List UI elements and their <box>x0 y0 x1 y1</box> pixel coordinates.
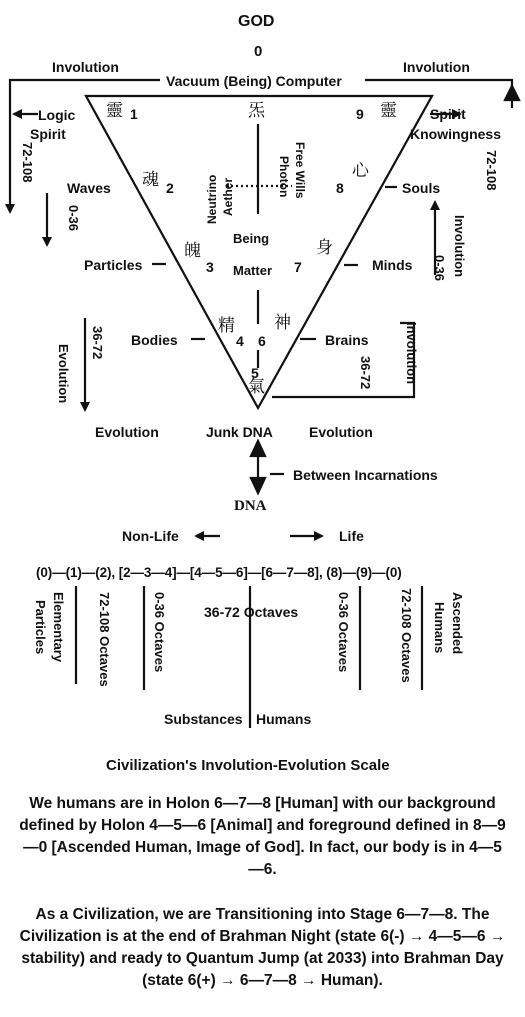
left-0-36-label: 0-36 <box>66 205 81 232</box>
caption-paragraph-2: As a Civilization, we are Transitioning into Stage 6—7—8. The Civilization is at the end of Brahman Night (state 6(-) → 4—5—6 → stability) and ready to Quantum Jump (at 2033) into Brahman Day (state 6(+) → 6—7—8 → Human). <box>19 906 506 989</box>
god-label: GOD <box>238 13 275 30</box>
involution-right-arrowhead <box>505 86 519 100</box>
node-6: 6 <box>258 333 266 349</box>
knowingness-label: Knowingness <box>410 126 502 142</box>
char-xin-8: 心 <box>352 161 369 181</box>
involution-left-label: Involution <box>52 59 119 75</box>
octaves-72-108-left: 72-108 Octaves <box>97 592 112 687</box>
char-hun-2: 魂 <box>142 170 159 190</box>
bodies-label: Bodies <box>131 332 178 348</box>
caption-title: Civilization's Involution-Evolution Scale <box>106 757 390 774</box>
aether-label: Aether <box>221 177 235 216</box>
right-36-72-label: 36-72 <box>358 356 373 390</box>
octaves-36-72: 36-72 Octaves <box>204 604 299 620</box>
involution-right-label: Involution <box>403 59 470 75</box>
char-shen-7: 身 <box>316 238 333 258</box>
neutrino-label: Neutrino <box>205 174 219 224</box>
node-8: 8 <box>336 180 344 196</box>
evolution-bottom-right: Evolution <box>309 424 373 440</box>
char-ling-9: 靈 <box>380 101 397 121</box>
char-qi-5: 氣 <box>248 377 265 397</box>
char-ling-1: 靈 <box>106 101 123 121</box>
waves-label: Waves <box>67 180 111 196</box>
god-zero: 0 <box>254 43 263 60</box>
spirit-right-label: Spirit <box>430 106 466 122</box>
humans-right-label: Humans <box>432 602 447 654</box>
caption-paragraph-1: We humans are in Holon 6—7—8 [Human] with our background defined by Holon 4—5—6 [Animal] and foreground defined in 8—9—0 [Ascended Human, Image of God]. In fact, our body is in 4—5—6. <box>19 795 506 878</box>
particles-bottom-label: Particles <box>33 600 48 655</box>
humans-bottom-label: Humans <box>256 711 312 727</box>
substances-label: Substances <box>164 711 243 727</box>
spirit-left-label: Spirit <box>30 126 66 142</box>
octaves-72-108-right: 72-108 Octaves <box>399 588 414 683</box>
node-1: 1 <box>130 106 138 122</box>
char-po-3: 魄 <box>184 241 201 261</box>
souls-label: Souls <box>402 180 441 196</box>
being-label: Being <box>233 231 270 246</box>
particles-label: Particles <box>84 257 143 273</box>
evolution-bottom-left: Evolution <box>95 424 159 440</box>
photon-label: Photon <box>277 156 291 198</box>
char-qi-top: 炁 <box>248 101 265 121</box>
char-shen-6: 神 <box>274 313 291 333</box>
elementary-label: Elementary <box>51 592 66 663</box>
free-wills-label: Free Wills <box>293 142 307 199</box>
brains-label: Brains <box>325 332 369 348</box>
right-0-36-label: 0-36 <box>432 255 447 282</box>
node-9: 9 <box>356 106 364 122</box>
non-life-label: Non-Life <box>122 528 179 544</box>
right-72-108-label: 72-108 <box>484 150 499 191</box>
vacuum-computer-label: Vacuum (Being) Computer <box>166 73 342 89</box>
junk-dna-label: Junk DNA <box>206 424 273 440</box>
right-involution-mid-label: Involution <box>452 215 467 278</box>
dna-title: DNA <box>234 498 267 514</box>
node-4: 4 <box>236 333 244 349</box>
minds-label: Minds <box>372 257 413 273</box>
holon-scale: (0)—(1)—(2), [2—3—4]—[4—5—6]—[6—7—8], (8)—(9)—(0) <box>36 565 402 580</box>
ascended-label: Ascended <box>450 592 465 655</box>
node-5: 5 <box>251 365 259 381</box>
octaves-0-36-left: 0-36 Octaves <box>152 592 167 673</box>
left-evolution-label: Evolution <box>56 344 71 404</box>
right-involution-low-label: Involution <box>404 322 419 385</box>
node-3: 3 <box>206 259 214 275</box>
matter-label: Matter <box>233 263 273 278</box>
life-label: Life <box>339 528 364 544</box>
logic-label: Logic <box>38 107 76 123</box>
left-36-72-label: 36-72 <box>90 326 105 360</box>
between-incarnations-label: Between Incarnations <box>293 467 438 483</box>
node-7: 7 <box>294 259 302 275</box>
left-72-108-label: 72-108 <box>20 142 35 183</box>
node-2: 2 <box>166 180 174 196</box>
octaves-0-36-right: 0-36 Octaves <box>336 592 351 673</box>
char-jing-4: 精 <box>218 316 235 336</box>
